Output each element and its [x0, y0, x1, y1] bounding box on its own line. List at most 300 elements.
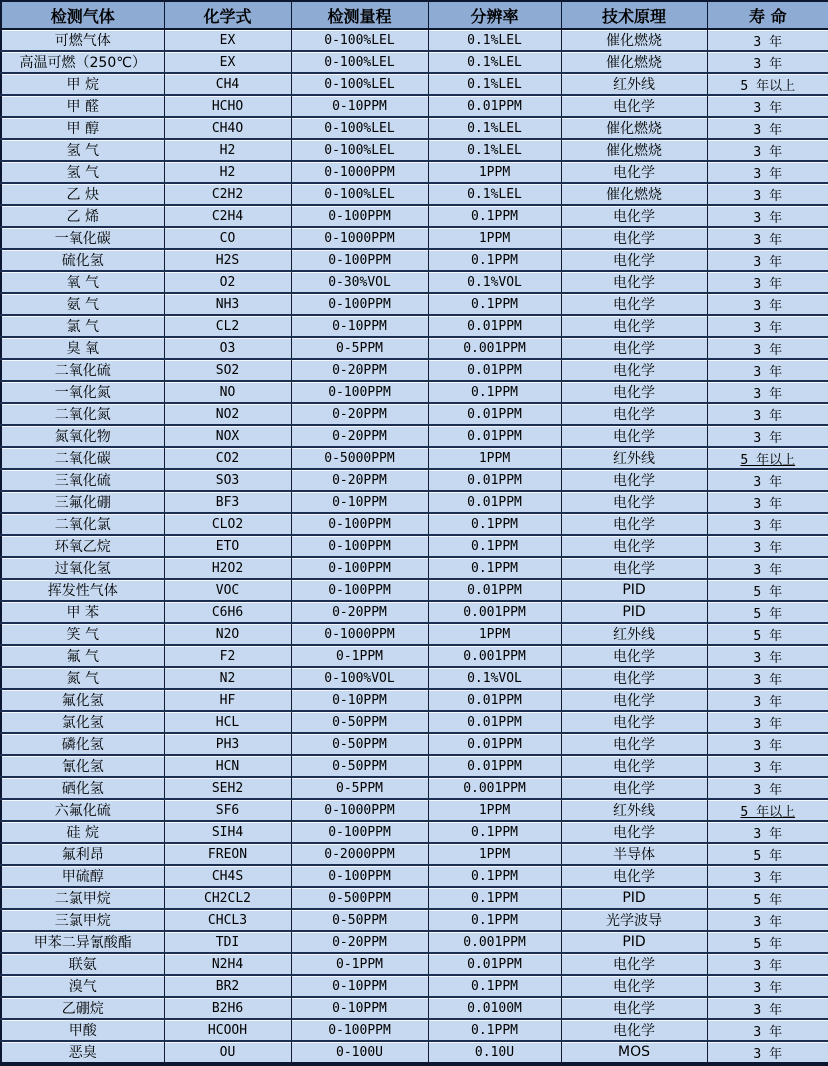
cell-technical-principle: 电化学	[561, 975, 707, 997]
cell-lifespan: 3 年	[707, 469, 828, 491]
cell-detection-range: 0-2000PPM	[291, 843, 428, 865]
cell-resolution: 1PPM	[428, 799, 561, 821]
table-row	[1, 513, 828, 535]
cell-resolution: 0.001PPM	[428, 645, 561, 667]
cell-gas-name: 氢 气	[1, 139, 164, 161]
cell-gas-name: 联氨	[1, 953, 164, 975]
cell-lifespan: 3 年	[707, 689, 828, 711]
cell-detection-range: 0-100%LEL	[291, 117, 428, 139]
cell-chemical-formula: SIH4	[164, 821, 291, 843]
cell-detection-range: 0-50PPM	[291, 711, 428, 733]
cell-resolution: 0.01PPM	[428, 953, 561, 975]
cell-resolution: 0.1%LEL	[428, 183, 561, 205]
cell-detection-range: 0-1000PPM	[291, 161, 428, 183]
cell-resolution: 0.1%VOL	[428, 271, 561, 293]
cell-chemical-formula: PH3	[164, 733, 291, 755]
cell-detection-range: 0-100%LEL	[291, 29, 428, 51]
cell-lifespan: 3 年	[707, 161, 828, 183]
cell-gas-name: 氰化氢	[1, 755, 164, 777]
header-row	[1, 1, 828, 29]
cell-lifespan: 3 年	[707, 249, 828, 271]
cell-lifespan: 5 年	[707, 887, 828, 909]
table-row	[1, 447, 828, 469]
cell-detection-range: 0-100%LEL	[291, 51, 428, 73]
cell-gas-name: 过氧化氢	[1, 557, 164, 579]
table-row	[1, 205, 828, 227]
cell-chemical-formula: CLO2	[164, 513, 291, 535]
cell-gas-name: 二氯甲烷	[1, 887, 164, 909]
cell-gas-name: 挥发性气体	[1, 579, 164, 601]
cell-technical-principle: 电化学	[561, 469, 707, 491]
table-row	[1, 601, 828, 623]
cell-chemical-formula: H2	[164, 139, 291, 161]
cell-chemical-formula: CO2	[164, 447, 291, 469]
cell-detection-range: 0-100PPM	[291, 579, 428, 601]
cell-chemical-formula: CO	[164, 227, 291, 249]
cell-detection-range: 0-1000PPM	[291, 623, 428, 645]
cell-chemical-formula: CH4O	[164, 117, 291, 139]
cell-gas-name: 氟 气	[1, 645, 164, 667]
cell-resolution: 0.0100M	[428, 997, 561, 1019]
table-row	[1, 315, 828, 337]
cell-technical-principle: 催化燃烧	[561, 139, 707, 161]
table-row	[1, 535, 828, 557]
cell-resolution: 0.001PPM	[428, 601, 561, 623]
cell-technical-principle: 电化学	[561, 161, 707, 183]
cell-resolution: 0.1PPM	[428, 887, 561, 909]
table-row	[1, 139, 828, 161]
cell-detection-range: 0-50PPM	[291, 909, 428, 931]
cell-detection-range: 0-20PPM	[291, 469, 428, 491]
cell-lifespan: 3 年	[707, 29, 828, 51]
table-row	[1, 777, 828, 799]
cell-detection-range: 0-30%VOL	[291, 271, 428, 293]
table-row	[1, 381, 828, 403]
cell-technical-principle: 电化学	[561, 667, 707, 689]
cell-gas-name: 甲 醇	[1, 117, 164, 139]
cell-gas-name: 硅 烷	[1, 821, 164, 843]
table-row	[1, 975, 828, 997]
cell-lifespan: 5 年	[707, 931, 828, 953]
cell-detection-range: 0-100PPM	[291, 293, 428, 315]
cell-chemical-formula: HF	[164, 689, 291, 711]
table-row	[1, 337, 828, 359]
cell-lifespan: 5 年以上	[707, 447, 828, 469]
cell-lifespan: 3 年	[707, 425, 828, 447]
table-row	[1, 271, 828, 293]
cell-gas-name: 甲酸	[1, 1019, 164, 1041]
cell-detection-range: 0-10PPM	[291, 95, 428, 117]
cell-lifespan: 3 年	[707, 755, 828, 777]
cell-technical-principle: 电化学	[561, 513, 707, 535]
table-row	[1, 887, 828, 909]
cell-lifespan: 3 年	[707, 337, 828, 359]
cell-detection-range: 0-100PPM	[291, 205, 428, 227]
cell-detection-range: 0-100PPM	[291, 535, 428, 557]
cell-gas-name: 溴气	[1, 975, 164, 997]
table-row	[1, 425, 828, 447]
cell-resolution: 0.01PPM	[428, 711, 561, 733]
cell-resolution: 0.001PPM	[428, 931, 561, 953]
cell-resolution: 0.1%LEL	[428, 73, 561, 95]
cell-detection-range: 0-100%LEL	[291, 183, 428, 205]
cell-gas-name: 三氧化硫	[1, 469, 164, 491]
cell-chemical-formula: EX	[164, 29, 291, 51]
cell-lifespan: 3 年	[707, 381, 828, 403]
cell-chemical-formula: B2H6	[164, 997, 291, 1019]
cell-lifespan: 3 年	[707, 491, 828, 513]
cell-chemical-formula: O2	[164, 271, 291, 293]
cell-resolution: 0.1%LEL	[428, 117, 561, 139]
cell-lifespan: 3 年	[707, 271, 828, 293]
table-row	[1, 51, 828, 73]
cell-resolution: 0.01PPM	[428, 469, 561, 491]
cell-resolution: 0.01PPM	[428, 315, 561, 337]
cell-chemical-formula: H2O2	[164, 557, 291, 579]
cell-chemical-formula: C6H6	[164, 601, 291, 623]
cell-technical-principle: 电化学	[561, 557, 707, 579]
cell-lifespan: 3 年	[707, 51, 828, 73]
cell-resolution: 0.01PPM	[428, 579, 561, 601]
cell-resolution: 0.01PPM	[428, 425, 561, 447]
cell-detection-range: 0-5PPM	[291, 777, 428, 799]
cell-chemical-formula: CH4	[164, 73, 291, 95]
cell-gas-name: 氯 气	[1, 315, 164, 337]
cell-resolution: 0.01PPM	[428, 95, 561, 117]
cell-lifespan: 5 年	[707, 579, 828, 601]
table-body	[1, 29, 828, 1064]
cell-gas-name: 氨 气	[1, 293, 164, 315]
header-resolution: 分辨率	[428, 1, 561, 29]
cell-detection-range: 0-100PPM	[291, 381, 428, 403]
table-row	[1, 931, 828, 953]
cell-technical-principle: 催化燃烧	[561, 29, 707, 51]
cell-chemical-formula: F2	[164, 645, 291, 667]
cell-technical-principle: 电化学	[561, 271, 707, 293]
cell-technical-principle: 电化学	[561, 535, 707, 557]
cell-detection-range: 0-100PPM	[291, 1019, 428, 1041]
table-row	[1, 865, 828, 887]
cell-technical-principle: 电化学	[561, 997, 707, 1019]
cell-detection-range: 0-100%LEL	[291, 139, 428, 161]
cell-resolution: 0.01PPM	[428, 491, 561, 513]
cell-technical-principle: 电化学	[561, 315, 707, 337]
table-row	[1, 293, 828, 315]
cell-chemical-formula: FREON	[164, 843, 291, 865]
cell-resolution: 0.1PPM	[428, 975, 561, 997]
cell-resolution: 0.1PPM	[428, 513, 561, 535]
cell-resolution: 0.1%LEL	[428, 139, 561, 161]
table-row	[1, 557, 828, 579]
cell-detection-range: 0-1PPM	[291, 953, 428, 975]
cell-detection-range: 0-20PPM	[291, 403, 428, 425]
cell-technical-principle: 电化学	[561, 249, 707, 271]
cell-technical-principle: 催化燃烧	[561, 117, 707, 139]
cell-resolution: 0.01PPM	[428, 733, 561, 755]
cell-gas-name: 硒化氢	[1, 777, 164, 799]
cell-chemical-formula: HCN	[164, 755, 291, 777]
cell-technical-principle: 电化学	[561, 337, 707, 359]
cell-gas-name: 氮 气	[1, 667, 164, 689]
table-row	[1, 667, 828, 689]
cell-detection-range: 0-20PPM	[291, 931, 428, 953]
cell-lifespan: 3 年	[707, 293, 828, 315]
cell-chemical-formula: NO2	[164, 403, 291, 425]
cell-chemical-formula: OU	[164, 1041, 291, 1064]
cell-chemical-formula: H2S	[164, 249, 291, 271]
cell-technical-principle: 电化学	[561, 227, 707, 249]
cell-technical-principle: 光学波导	[561, 909, 707, 931]
cell-resolution: 1PPM	[428, 623, 561, 645]
cell-detection-range: 0-10PPM	[291, 689, 428, 711]
cell-chemical-formula: SO2	[164, 359, 291, 381]
cell-chemical-formula: BF3	[164, 491, 291, 513]
cell-detection-range: 0-1PPM	[291, 645, 428, 667]
cell-technical-principle: 电化学	[561, 205, 707, 227]
cell-gas-name: 乙 烯	[1, 205, 164, 227]
cell-gas-name: 三氯甲烷	[1, 909, 164, 931]
cell-chemical-formula: CL2	[164, 315, 291, 337]
table-row	[1, 733, 828, 755]
table-row	[1, 1019, 828, 1041]
cell-detection-range: 0-100%VOL	[291, 667, 428, 689]
cell-gas-name: 氢 气	[1, 161, 164, 183]
table-row	[1, 645, 828, 667]
cell-gas-name: 环氧乙烷	[1, 535, 164, 557]
table-row	[1, 95, 828, 117]
cell-lifespan: 3 年	[707, 557, 828, 579]
cell-technical-principle: 电化学	[561, 491, 707, 513]
cell-detection-range: 0-1000PPM	[291, 799, 428, 821]
cell-technical-principle: 电化学	[561, 821, 707, 843]
cell-detection-range: 0-100%LEL	[291, 73, 428, 95]
cell-lifespan: 3 年	[707, 1019, 828, 1041]
cell-resolution: 0.1PPM	[428, 821, 561, 843]
cell-gas-name: 一氧化碳	[1, 227, 164, 249]
cell-chemical-formula: EX	[164, 51, 291, 73]
table-row	[1, 953, 828, 975]
table-row	[1, 227, 828, 249]
cell-lifespan: 3 年	[707, 645, 828, 667]
cell-technical-principle: 电化学	[561, 293, 707, 315]
cell-technical-principle: 电化学	[561, 403, 707, 425]
cell-lifespan: 3 年	[707, 953, 828, 975]
cell-lifespan: 3 年	[707, 513, 828, 535]
cell-technical-principle: 电化学	[561, 711, 707, 733]
cell-gas-name: 恶臭	[1, 1041, 164, 1064]
cell-chemical-formula: HCL	[164, 711, 291, 733]
cell-detection-range: 0-50PPM	[291, 755, 428, 777]
cell-gas-name: 乙硼烷	[1, 997, 164, 1019]
cell-technical-principle: 半导体	[561, 843, 707, 865]
cell-technical-principle: PID	[561, 931, 707, 953]
cell-lifespan: 3 年	[707, 667, 828, 689]
table-row	[1, 711, 828, 733]
cell-lifespan: 3 年	[707, 777, 828, 799]
cell-technical-principle: 电化学	[561, 645, 707, 667]
cell-resolution: 0.1PPM	[428, 909, 561, 931]
cell-gas-name: 氧 气	[1, 271, 164, 293]
cell-gas-name: 二氧化碳	[1, 447, 164, 469]
cell-gas-name: 二氧化氯	[1, 513, 164, 535]
cell-lifespan: 3 年	[707, 315, 828, 337]
cell-resolution: 0.1PPM	[428, 381, 561, 403]
cell-detection-range: 0-500PPM	[291, 887, 428, 909]
table-row	[1, 29, 828, 51]
cell-detection-range: 0-100PPM	[291, 249, 428, 271]
table-row	[1, 403, 828, 425]
cell-lifespan: 3 年	[707, 205, 828, 227]
cell-technical-principle: 电化学	[561, 95, 707, 117]
cell-chemical-formula: SO3	[164, 469, 291, 491]
table-row	[1, 997, 828, 1019]
cell-chemical-formula: VOC	[164, 579, 291, 601]
cell-technical-principle: 红外线	[561, 73, 707, 95]
cell-lifespan: 3 年	[707, 139, 828, 161]
cell-technical-principle: 电化学	[561, 733, 707, 755]
cell-lifespan: 3 年	[707, 975, 828, 997]
cell-resolution: 1PPM	[428, 843, 561, 865]
cell-gas-name: 二氧化硫	[1, 359, 164, 381]
table-row	[1, 249, 828, 271]
cell-chemical-formula: NH3	[164, 293, 291, 315]
table-row	[1, 117, 828, 139]
cell-lifespan: 3 年	[707, 909, 828, 931]
cell-lifespan: 3 年	[707, 1041, 828, 1064]
cell-technical-principle: 电化学	[561, 953, 707, 975]
cell-resolution: 1PPM	[428, 447, 561, 469]
cell-chemical-formula: CH2CL2	[164, 887, 291, 909]
cell-resolution: 0.1%LEL	[428, 51, 561, 73]
table-row	[1, 755, 828, 777]
cell-detection-range: 0-50PPM	[291, 733, 428, 755]
table-row	[1, 843, 828, 865]
cell-technical-principle: PID	[561, 887, 707, 909]
cell-chemical-formula: H2	[164, 161, 291, 183]
cell-lifespan: 3 年	[707, 821, 828, 843]
cell-detection-range: 0-1000PPM	[291, 227, 428, 249]
cell-technical-principle: 催化燃烧	[561, 51, 707, 73]
cell-lifespan: 3 年	[707, 227, 828, 249]
cell-gas-name: 高温可燃（250℃）	[1, 51, 164, 73]
cell-gas-name: 氯化氢	[1, 711, 164, 733]
cell-detection-range: 0-10PPM	[291, 315, 428, 337]
table-row	[1, 469, 828, 491]
cell-detection-range: 0-10PPM	[291, 491, 428, 513]
cell-lifespan: 3 年	[707, 183, 828, 205]
cell-resolution: 1PPM	[428, 161, 561, 183]
cell-detection-range: 0-100PPM	[291, 865, 428, 887]
table-row	[1, 821, 828, 843]
cell-gas-name: 甲 醛	[1, 95, 164, 117]
cell-detection-range: 0-100PPM	[291, 557, 428, 579]
table-row	[1, 491, 828, 513]
cell-detection-range: 0-20PPM	[291, 601, 428, 623]
cell-gas-name: 三氟化硼	[1, 491, 164, 513]
cell-lifespan: 3 年	[707, 733, 828, 755]
cell-gas-name: 氟化氢	[1, 689, 164, 711]
cell-resolution: 1PPM	[428, 227, 561, 249]
cell-resolution: 0.01PPM	[428, 689, 561, 711]
header-principle: 技术原理	[561, 1, 707, 29]
table-row	[1, 689, 828, 711]
cell-gas-name: 一氧化氮	[1, 381, 164, 403]
cell-gas-name: 磷化氢	[1, 733, 164, 755]
cell-chemical-formula: C2H2	[164, 183, 291, 205]
cell-detection-range: 0-5PPM	[291, 337, 428, 359]
cell-resolution: 0.1PPM	[428, 535, 561, 557]
cell-chemical-formula: SF6	[164, 799, 291, 821]
table-row	[1, 579, 828, 601]
cell-resolution: 0.1PPM	[428, 293, 561, 315]
cell-chemical-formula: N2H4	[164, 953, 291, 975]
cell-gas-name: 臭 氧	[1, 337, 164, 359]
cell-resolution: 0.1%VOL	[428, 667, 561, 689]
cell-gas-name: 二氧化氮	[1, 403, 164, 425]
cell-chemical-formula: CHCL3	[164, 909, 291, 931]
cell-detection-range: 0-100PPM	[291, 821, 428, 843]
cell-lifespan: 3 年	[707, 997, 828, 1019]
cell-chemical-formula: SEH2	[164, 777, 291, 799]
cell-chemical-formula: NO	[164, 381, 291, 403]
cell-resolution: 0.1PPM	[428, 249, 561, 271]
cell-gas-name: 硫化氢	[1, 249, 164, 271]
cell-resolution: 0.001PPM	[428, 777, 561, 799]
table-row	[1, 161, 828, 183]
cell-chemical-formula: HCHO	[164, 95, 291, 117]
cell-lifespan: 3 年	[707, 359, 828, 381]
cell-resolution: 0.01PPM	[428, 403, 561, 425]
cell-gas-name: 六氟化硫	[1, 799, 164, 821]
table-row	[1, 909, 828, 931]
cell-gas-name: 乙 炔	[1, 183, 164, 205]
header-lifespan: 寿 命	[707, 1, 828, 29]
cell-lifespan: 3 年	[707, 403, 828, 425]
cell-technical-principle: 红外线	[561, 623, 707, 645]
table-row	[1, 623, 828, 645]
cell-lifespan: 5 年	[707, 601, 828, 623]
cell-detection-range: 0-100U	[291, 1041, 428, 1064]
cell-lifespan: 3 年	[707, 711, 828, 733]
cell-resolution: 0.01PPM	[428, 755, 561, 777]
cell-chemical-formula: O3	[164, 337, 291, 359]
cell-technical-principle: PID	[561, 601, 707, 623]
cell-gas-name: 甲硫醇	[1, 865, 164, 887]
cell-technical-principle: 电化学	[561, 755, 707, 777]
table-row	[1, 183, 828, 205]
cell-chemical-formula: CH4S	[164, 865, 291, 887]
cell-technical-principle: 电化学	[561, 865, 707, 887]
cell-lifespan: 5 年以上	[707, 73, 828, 95]
cell-technical-principle: 电化学	[561, 359, 707, 381]
cell-gas-name: 甲 烷	[1, 73, 164, 95]
cell-resolution: 0.1PPM	[428, 557, 561, 579]
cell-chemical-formula: BR2	[164, 975, 291, 997]
cell-chemical-formula: C2H4	[164, 205, 291, 227]
table-row	[1, 1041, 828, 1064]
cell-detection-range: 0-20PPM	[291, 359, 428, 381]
cell-gas-name: 笑 气	[1, 623, 164, 645]
cell-detection-range: 0-20PPM	[291, 425, 428, 447]
cell-resolution: 0.001PPM	[428, 337, 561, 359]
cell-lifespan: 3 年	[707, 535, 828, 557]
cell-gas-name: 氟利昂	[1, 843, 164, 865]
cell-lifespan: 3 年	[707, 117, 828, 139]
cell-technical-principle: 红外线	[561, 799, 707, 821]
cell-lifespan: 3 年	[707, 865, 828, 887]
cell-resolution: 0.10U	[428, 1041, 561, 1064]
cell-technical-principle: MOS	[561, 1041, 707, 1064]
